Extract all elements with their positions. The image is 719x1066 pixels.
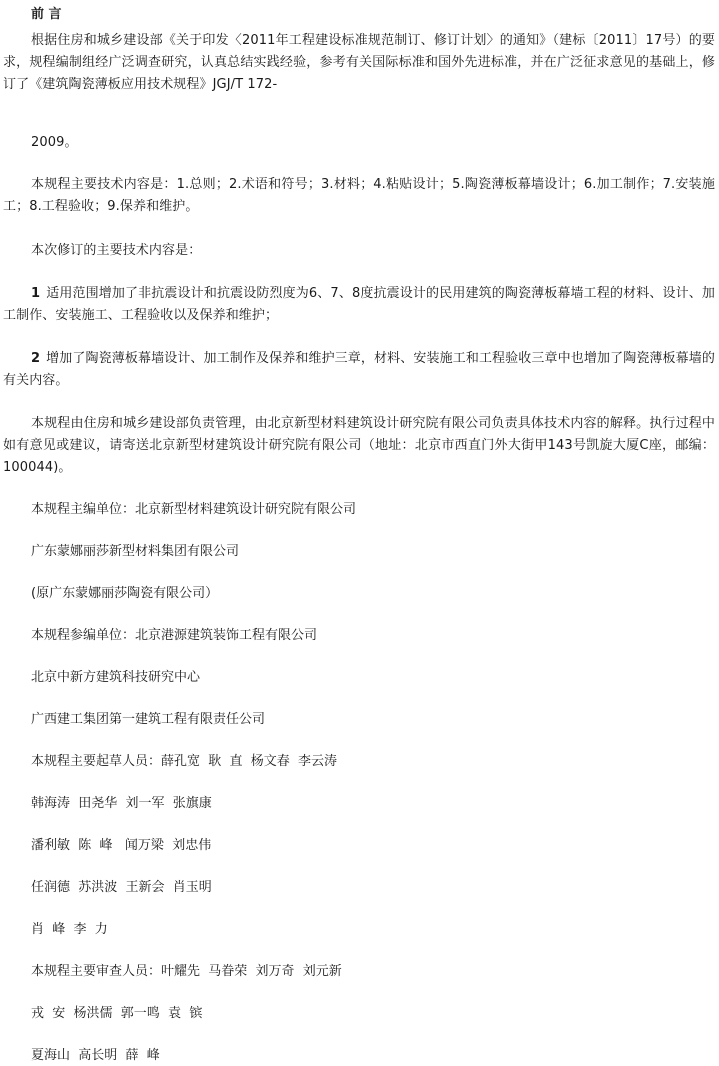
- paragraph-main-contents: 本规程主要技术内容是：1.总则；2.术语和符号；3.材料；4.粘贴设计；5.陶瓷薄板幕墙设计；6.加工制作；7.安装施工；8.工程验收；9.保养和维护。: [3, 177, 715, 214]
- reviewers-line-2: 戎 安 杨洪儒 郭一鸣 袁 镔: [31, 1006, 203, 1021]
- paragraph-management: 本规程由住房和城乡建设部负责管理，由北京新型材料建筑设计研究院有限公司负责具体技术内容的解释。执行过程中如有意见或建议，请寄送北京新型材建筑设计研究院有限公司（地址：北京市西直门外大街甲143号凯旋大厦C座，邮编：100044)。: [3, 416, 715, 475]
- page-title: 前 言: [31, 7, 62, 22]
- participating-unit-3: 广西建工集团第一建筑工程有限责任公司: [31, 712, 266, 727]
- revision-item-text: 适用范围增加了非抗震设计和抗震设防烈度为6、7、8度抗震设计的民用建筑的陶瓷薄板幕墙工程的材料、设计、加工制作、安装施工、工程验收以及保养和维护；: [3, 286, 715, 323]
- participating-unit: 本规程参编单位：北京港源建筑装饰工程有限公司: [31, 628, 318, 643]
- revision-item-text: 增加了陶瓷薄板幕墙设计、加工制作及保养和维护三章，材料、安装施工和工程验收三章中也增加了陶瓷薄板幕墙的有关内容。: [3, 351, 715, 388]
- paragraph-intro: 根据住房和城乡建设部《关于印发〈2011年工程建设标准规范制订、修订计划〉的通知》（建标〔2011〕17号）的要求，规程编制组经广泛调查研究，认真总结实践经验，参考有关国际标准和国外先进标准，并在广泛征求意见的基础上，修订了《建筑陶瓷薄板应用技术规程》JGJ/T 172-: [3, 33, 715, 92]
- revision-item-number: 2: [31, 351, 41, 366]
- participating-unit-2: 北京中新方建筑科技研究中心: [31, 670, 201, 685]
- chief-editor-unit-2: 广东蒙娜丽莎新型材料集团有限公司: [31, 544, 240, 559]
- drafters-line-2: 韩海涛 田尧华 刘一军 张旗康: [31, 796, 212, 811]
- drafters-line-5: 肖 峰 李 力: [31, 922, 108, 937]
- reviewers-line-3: 夏海山 高长明 薛 峰: [31, 1048, 160, 1063]
- chief-editor-unit-note: (原广东蒙娜丽莎陶瓷有限公司）: [31, 586, 219, 601]
- drafters-line-3: 潘利敏 陈 峰 闻万梁 刘忠伟: [31, 838, 212, 853]
- revision-item-number: 1: [31, 286, 41, 301]
- reviewers-line-1: 本规程主要审查人员：叶耀先 马眷荣 刘万奇 刘元新: [31, 964, 342, 979]
- paragraph-revision-intro: 本次修订的主要技术内容是：: [31, 243, 202, 258]
- drafters-line-4: 任润德 苏洪波 王新会 肖玉明: [31, 880, 212, 895]
- chief-editor-unit: 本规程主编单位：北京新型材料建筑设计研究院有限公司: [31, 502, 357, 517]
- revision-item-1: [3, 283, 715, 327]
- drafters-line-1: 本规程主要起草人员：薛孔宽 耿 直 杨文春 李云涛: [31, 754, 338, 769]
- revision-item-2: [3, 348, 715, 392]
- paragraph-year: 2009。: [31, 135, 78, 150]
